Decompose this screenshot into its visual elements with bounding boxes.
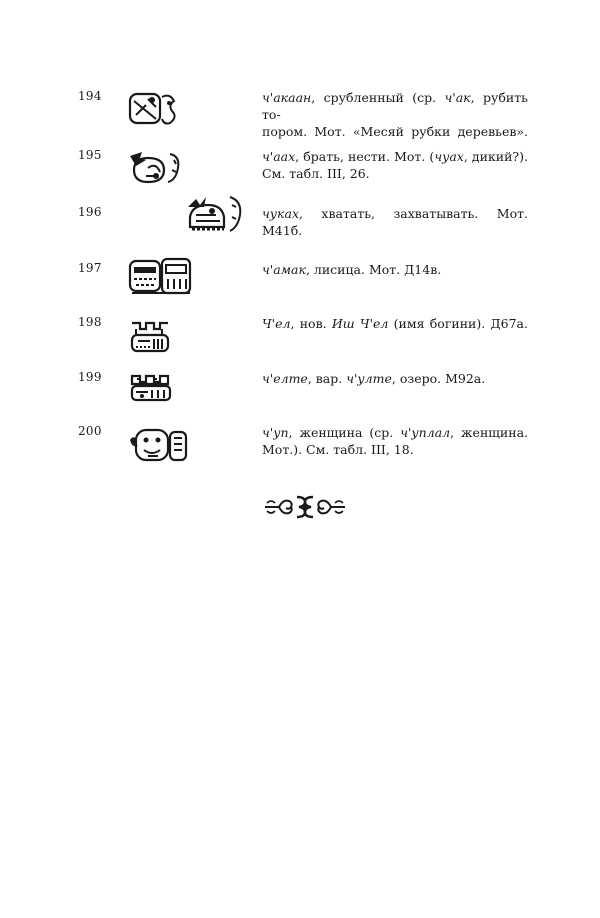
entry-text xyxy=(262,424,528,458)
entry-text xyxy=(262,205,528,239)
entry-line: ч'аах, брать, нести. Мот. (чуах, дикий?). xyxy=(262,149,528,164)
entry-number: 195 xyxy=(78,148,102,162)
maya-glyph-195-icon xyxy=(128,150,186,186)
entry-number: 199 xyxy=(78,370,102,384)
entry-text xyxy=(262,370,528,387)
entry-number: 198 xyxy=(78,315,102,329)
entry-number: 194 xyxy=(78,89,102,103)
maya-glyph-196-icon xyxy=(186,193,246,235)
entry-line: ч'елте, вар. ч'улте, озеро. М92а. xyxy=(262,371,486,386)
entry-text xyxy=(262,315,528,332)
entry-line: Ч'ел, нов. Иш Ч'ел (имя богини). Д67а. xyxy=(262,316,528,331)
entry-line: пором. Мот. «Месяй рубки деревьев». xyxy=(262,124,528,139)
entry-text xyxy=(262,148,528,182)
entry-line: См. табл. III, 26. xyxy=(262,166,370,181)
maya-glyph-199-icon xyxy=(128,372,174,404)
entry-text xyxy=(262,261,528,278)
entry-line: ч'акаан, срубленный (ср. ч'ак, рубить то- xyxy=(262,90,528,122)
maya-glyph-200-icon xyxy=(128,426,188,464)
entry-line: ч'амак, лисица. Мот. Д14в. xyxy=(262,262,442,277)
entry-number: 197 xyxy=(78,261,102,275)
entry-line: чуках, хватать, захватывать. Мот. М41б. xyxy=(262,206,528,238)
decorative-scroll-ornament-icon xyxy=(263,493,347,525)
entry-number: 196 xyxy=(78,205,102,219)
entry-text xyxy=(262,89,528,140)
maya-glyph-194-icon xyxy=(128,91,178,127)
entry-line: Мот.). См. табл. III, 18. xyxy=(262,442,414,457)
entry-number: 200 xyxy=(78,424,102,438)
entry-line: ч'уп, женщина (ср. ч'уплал, женщина. xyxy=(262,425,528,440)
maya-glyph-198-icon xyxy=(128,317,172,355)
maya-glyph-197-icon xyxy=(128,257,194,297)
